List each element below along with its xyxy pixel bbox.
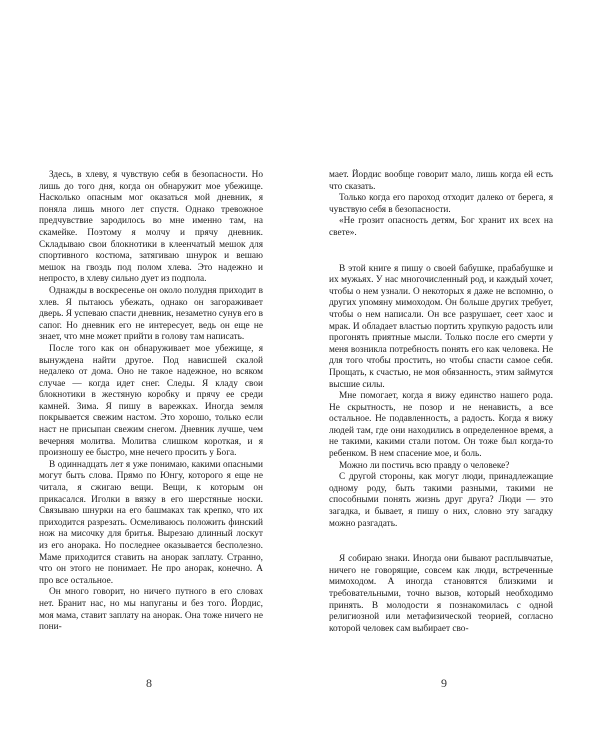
paragraph: В одиннадцать лет я уже понимаю, какими опасными могут быть слова. Прямо по Юнгу, которого я еще не читала, я сжигаю вещи. Вещи, к которым он прикасался. Иголки в вязку в его шерстяные носки. Связываю шнурки на его башмаках так крепко, что их приходится разрезать. Осмеливаюсь положить финский нож на мисочку для бритья. Вырезаю длинный лоскут из его анорака. Но последнее оказывается бесполезно. Маме приходится ставить на анорак заплату. Странно, что он этого не понимает. Не про анорак, конечно. А про все остальное. [39, 459, 263, 586]
section-gap [329, 240, 553, 264]
paragraph: После того как он обнаруживает мое убежище, я вынуждена найти другое. Под нависшей скалой недалеко от дома. Оно не такое надежное, но всяком случае — когда идет снег. Следы. Я кладу свои блокнотики в жестяную коробку и прячу ее среди камней. Зима. Я пишу в варежках. Иногда земля покрывается свежим настом. Это хорошо, только если наст не присыпан свежим снегом. Дневник лучше, чем вечерняя молитва. Молитва слишком короткая, и я произношу ее быстро, мне нечего просить у Бога. [39, 343, 263, 459]
paragraph: Мне помогает, когда я вижу единство нашего рода. Не скрытность, не позор и не ненависть, а все остальное. Не подавленность, а радость. Когда я вижу людей там, где они находились в определенное время, а не такими, какими стали потом. Он тоже был когда-то ребенком. В нем спасение мое, и боль. [329, 391, 553, 460]
right-page [300, 0, 600, 750]
paragraph: С другой стороны, как могут люди, принадлежащие одному роду, быть такими разными, такими не способными понять жизнь друг друга? Люди — это загадка, и бывает, я пишу о них, словно эту загадку можно разгадать. [329, 472, 553, 529]
paragraph: Он много говорит, но ничего путного в его словах нет. Бранит нас, но мы напуганы и без того. Йордис, моя мама, ставит заплату на анорак. Она тоже ничего не пони- [39, 587, 263, 633]
paragraph: В этой книге я пишу о своей бабушке, прабабушке и их мужьях. У нас многочисленный род, и каждый хочет, чтобы о нем узнали. О некоторых я даже не вспомню, о других упомяну мимоходом. Он больше других требует, чтобы о нем написали. Он все разрушает, сеет хаос и мрак. И обладает властью портить хрупкую радость или прогонять приятные мысли. Только после его смерти у меня возникла потребность понять его как человека. Не для того чтобы простить, но чтобы спасти самое себя. Прощать, к счастью, не моя обязанность, этим займутся высшие силы. [329, 263, 553, 390]
paragraph: Я собираю знаки. Иногда они бывают расплывчатые, ничего не говорящие, совсем как люди, встреченные мимоходом. А иногда становятся близкими и требовательными, точно вызов, который необходимо принять. В молодости я познакомилась с одной религиозной или метафизической теорией, согласно которой человек сам выбирает сво- [329, 554, 553, 634]
paragraph: Однажды в воскресенье он около полудня приходит в хлев. Я пытаюсь убежать, однако он загораживает дверь. Я успеваю спасти дневник, незаметно сунув его в сапог. Но дневник его не интересует, ведь он еще не знает, что мне может прийти в голову там написать. [39, 285, 263, 343]
paragraph: Можно ли постичь всю правду о человеке? [339, 460, 510, 471]
section-gap [329, 530, 553, 554]
paragraph: мает. Йордис вообще говорит мало, лишь когда ей есть что сказать. [329, 170, 553, 192]
right-text-column [329, 170, 553, 635]
left-text-column [39, 170, 263, 634]
paragraph: «Не грозит опасность детям, Бог хранит их всех на свете». [329, 216, 553, 238]
page-number: 9 [441, 676, 447, 690]
paragraph: Здесь, в хлеву, я чувствую себя в безопасности. Но лишь до того дня, когда он обнаружит мое убежище. Насколько опасным мог оказаться мой дневник, я поняла лишь много лет спустя. Однако тревожное предчувствие зародилось во мне именно там, на скамейке. Поэтому я молчу и прячу дневник. Складываю свои блокнотики в клеенчатый мешок для спортивного костюма, затягиваю шнурок и вешаю мешок на гвоздь под полом хлева. Это надежно и непросто, в хлеву сильно дует из подпола. [39, 170, 263, 285]
page-number: 8 [146, 676, 152, 690]
paragraph: Только когда его пароход отходит далеко от берега, я чувствую себя в безопасности. [329, 193, 553, 215]
